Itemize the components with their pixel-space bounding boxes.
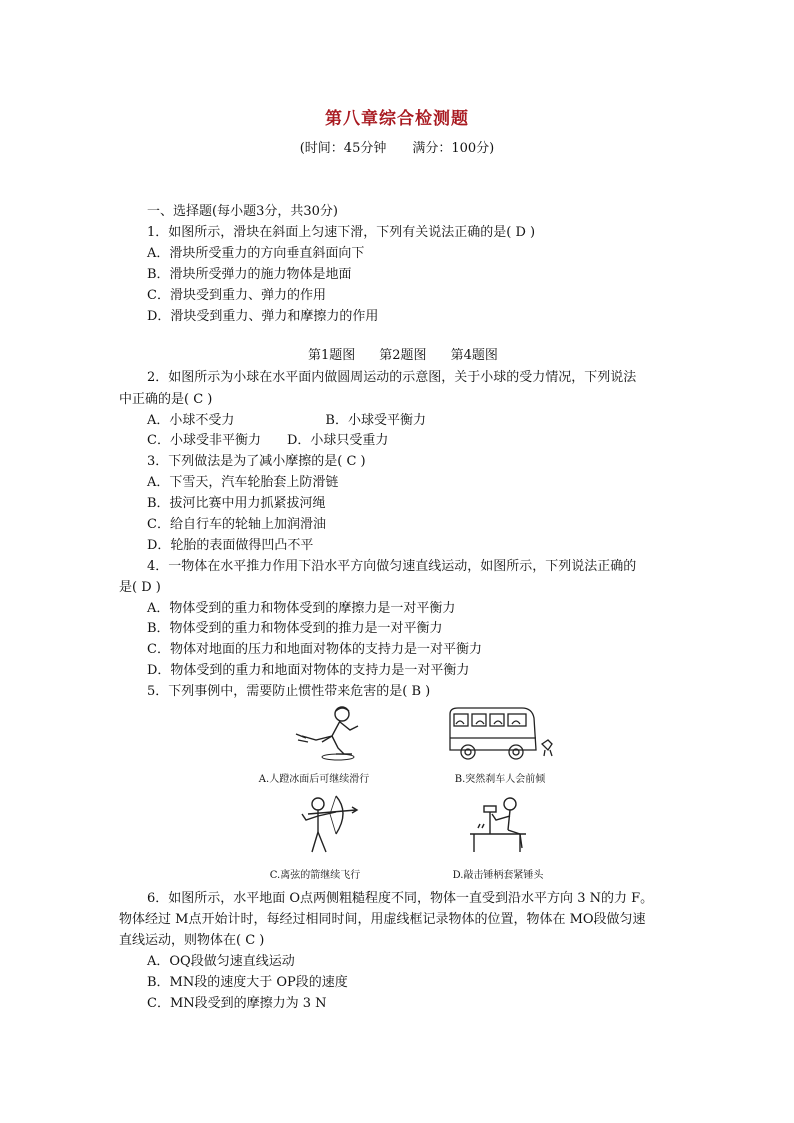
full-score: 满分：100分) (412, 141, 495, 156)
question-4: 4．一物体在水平推力作用下沿水平方向做匀速直线运动，如图所示，下列说法正确的 (147, 559, 637, 574)
q6-option-a: A．OQ段做匀速直线运动 (147, 954, 295, 969)
section-heading: 一、选择题(每小题3分，共30分) (147, 204, 338, 219)
q4-option-d: D．物体受到的重力和地面对物体的支持力是一对平衡力 (147, 663, 470, 678)
skater-illustration (292, 704, 372, 762)
q4-option-b: B．物体受到的重力和物体受到的推力是一对平衡力 (147, 621, 443, 636)
q2-options-cd: C．小球受非平衡力 D．小球只受重力 (147, 433, 389, 448)
q2-options-ab: A．小球不受力 B．小球受平衡力 (147, 413, 426, 428)
figure-caption-4: 第4题图 (450, 348, 498, 363)
question-2: 2．如图所示为小球在水平面内做圆周运动的示意图，关于小球的受力情况，下列说法 (147, 370, 637, 385)
time-limit: (时间：45分钟 (299, 141, 387, 156)
q3-option-d: D．轮胎的表面做得凹凸不平 (147, 538, 314, 553)
bus-braking-illustration (446, 704, 558, 766)
q6-option-b: B．MN段的速度大于 OP段的速度 (147, 975, 348, 990)
q1-option-b: B．滑块所受弹力的施力物体是地面 (147, 267, 352, 282)
q3-option-c: C．给自行车的轮轴上加润滑油 (147, 517, 326, 532)
question-5: 5．下列事例中，需要防止惯性带来危害的是( B ) (147, 684, 431, 699)
q6-option-c: C．MN段受到的摩擦力为 3 N (147, 996, 327, 1011)
q3-option-b: B．拔河比赛中用力抓紧拔河绳 (147, 496, 326, 511)
q4-option-a: A．物体受到的重力和物体受到的摩擦力是一对平衡力 (147, 601, 456, 616)
figure-captions (308, 344, 522, 363)
question-6: 6．如图所示，水平地面 O点两侧粗糙程度不同，物体一直受到沿水平方向 3 N的力 F。 (147, 891, 654, 906)
question-3: 3．下列做法是为了减小摩擦的是( C ) (147, 454, 366, 469)
archer-illustration (290, 794, 364, 858)
question-2-cont: 中正确的是( C ) (119, 392, 213, 407)
q4-option-c: C．物体对地面的压力和地面对物体的支持力是一对平衡力 (147, 642, 482, 657)
question-6-cont-2: 直线运动，则物体在( C ) (119, 933, 265, 948)
picture-caption-c: C.离弦的箭继续飞行 (269, 870, 361, 881)
picture-caption-d: D.敲击锤柄套紧锤头 (452, 870, 544, 881)
picture-caption-b: B.突然刹车人会前倾 (454, 774, 546, 785)
figure-caption-1: 第1题图 (308, 348, 356, 363)
picture-caption-a: A.人蹬冰面后可继续滑行 (258, 774, 370, 785)
exam-info (0, 137, 794, 156)
q1-option-d: D．滑块受到重力、弹力和摩擦力的作用 (147, 309, 379, 324)
q3-option-a: A．下雪天，汽车轮胎套上防滑链 (147, 475, 339, 490)
q1-option-c: C．滑块受到重力、弹力的作用 (147, 288, 326, 303)
question-1: 1．如图所示，滑块在斜面上匀速下滑，下列有关说法正确的是( D ) (147, 225, 536, 240)
q1-option-a: A．滑块所受重力的方向垂直斜面向下 (147, 246, 365, 261)
question-4-cont: 是( D ) (119, 580, 161, 595)
page-title: 第八章综合检测题 (325, 109, 469, 129)
figure-caption-2: 第2题图 (379, 348, 427, 363)
hammer-illustration (466, 794, 538, 858)
question-6-cont: 物体经过 M点开始计时，每经过相同时间，用虚线框记录物体的位置，物体在 MO段做匀速 (119, 912, 646, 927)
